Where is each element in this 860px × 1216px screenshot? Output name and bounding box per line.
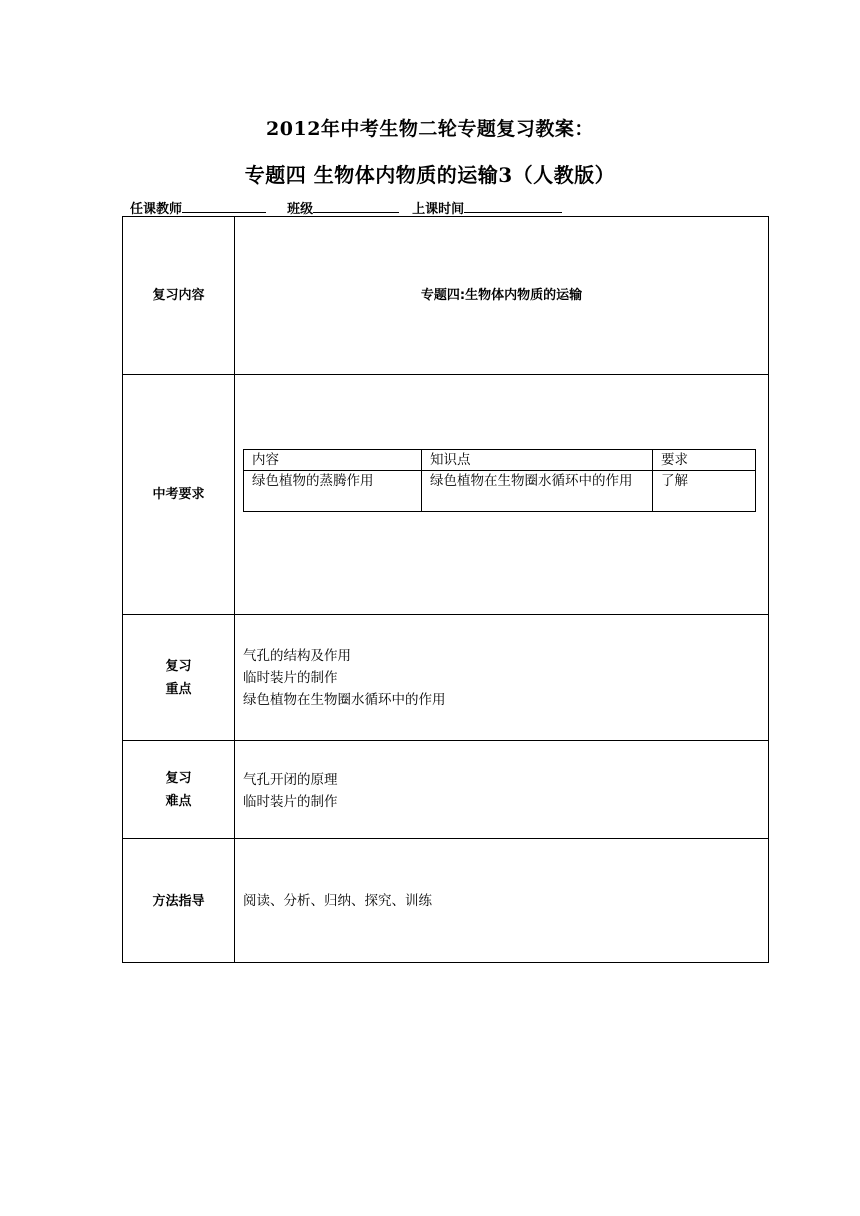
- header-cell-requirement: 要求: [653, 450, 756, 471]
- difficulties-label-line1: 复习: [165, 770, 192, 786]
- key-points-label: [123, 615, 235, 740]
- row-method: [123, 839, 768, 963]
- row-exam-requirements: [123, 375, 768, 615]
- document-title: 2012年中考生物二轮专题复习教案：: [266, 118, 594, 140]
- key-points-label-line2: 重点: [165, 681, 192, 697]
- row-review-content: [123, 217, 768, 375]
- difficulties-label-line2: 难点: [165, 793, 192, 809]
- review-content-label: 复习内容: [123, 217, 235, 374]
- row-key-points: [123, 615, 768, 741]
- method-text: 阅读、分析、归纳、探究、训练: [243, 893, 432, 909]
- difficulty-item: 气孔开闭的原理: [243, 772, 338, 788]
- cell-requirement: 了解: [653, 471, 756, 512]
- key-point-item: 临时装片的制作: [243, 669, 338, 686]
- teacher-label: 任课教师: [130, 202, 183, 217]
- requirements-row: [244, 471, 756, 512]
- requirements-header-row: [244, 450, 756, 471]
- review-content-value: 专题四:生物体内物质的运输: [420, 287, 583, 303]
- difficulties-list: [235, 741, 768, 838]
- teacher-blank: [182, 199, 266, 213]
- time-label: 上课时间: [412, 202, 465, 217]
- key-points-label-line1: 复习: [165, 658, 192, 674]
- key-points-list: [235, 615, 768, 740]
- header-cell-knowledge: 知识点: [422, 450, 653, 471]
- difficulties-label: [123, 741, 235, 838]
- document-subtitle: 专题四 生物体内物质的运输3（人教版）: [244, 163, 616, 187]
- method-label: 方法指导: [123, 839, 235, 963]
- time-blank: [464, 199, 562, 213]
- header-cell-content: 内容: [244, 450, 422, 471]
- method-value: [235, 839, 768, 963]
- key-point-item: 绿色植物在生物圈水循环中的作用: [243, 691, 446, 708]
- cell-knowledge: 绿色植物在生物圈水循环中的作用: [422, 471, 653, 512]
- key-point-item: 气孔的结构及作用: [243, 647, 351, 664]
- exam-requirements-label: 中考要求: [123, 375, 235, 614]
- difficulty-item: 临时装片的制作: [243, 794, 338, 810]
- info-line: [130, 198, 562, 217]
- lesson-plan-table: [122, 216, 769, 963]
- requirements-table: [243, 449, 756, 512]
- cell-content: 绿色植物的蒸腾作用: [244, 471, 422, 512]
- exam-requirements-content: [235, 375, 768, 614]
- row-difficulties: [123, 741, 768, 839]
- class-label: 班级: [287, 202, 314, 217]
- class-blank: [313, 199, 399, 213]
